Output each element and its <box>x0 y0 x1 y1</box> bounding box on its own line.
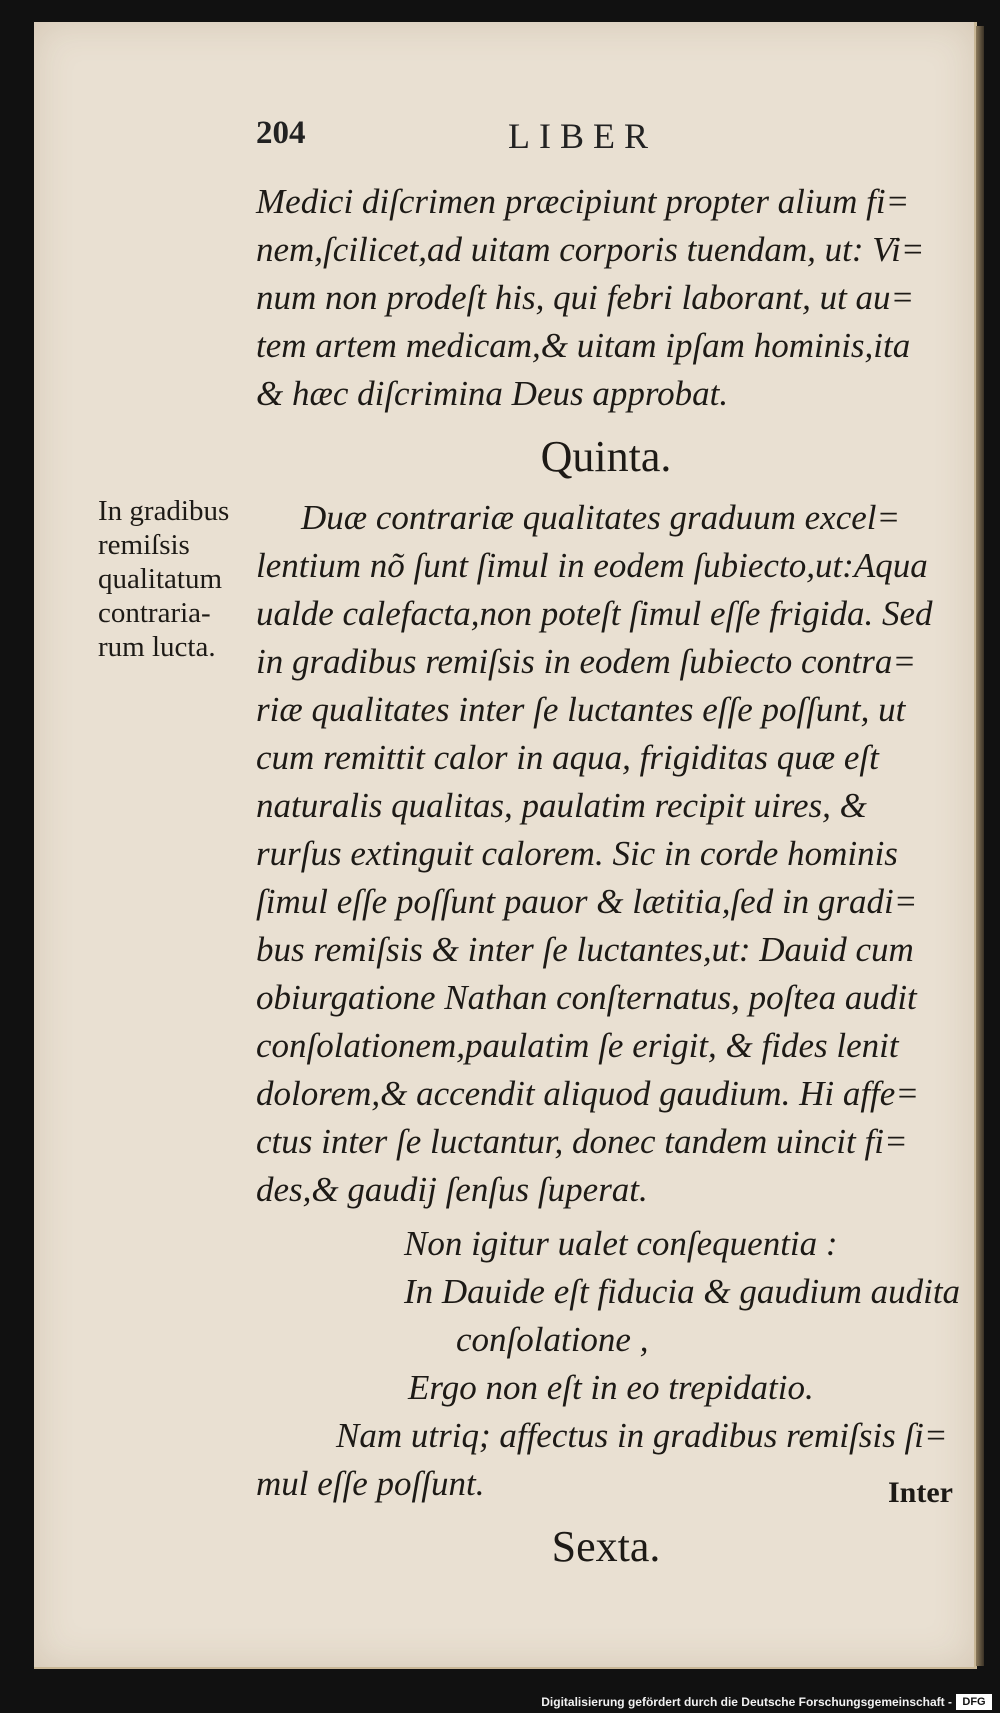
text-line: bus remiſsis & inter ſe luctantes,ut: Dauid cum <box>256 930 914 969</box>
section-heading-sexta: Sexta. <box>551 1522 661 1571</box>
text-line: des,& gaudij ſenſus ſuperat. <box>256 1170 648 1209</box>
text-line: obiurgatione Nathan conſternatus, poſtea audit <box>256 978 917 1017</box>
text-line: cum remittit calor in aqua, frigiditas quæ eſt <box>256 738 879 777</box>
text-line: riæ qualitates inter ſe luctantes eſſe poſſunt, ut <box>256 690 906 729</box>
text-line: & hæc diſcrimina Deus approbat. <box>256 374 729 413</box>
text-line: lentium nõ ſunt ſimul in eodem ſubiecto,ut:Aqua <box>256 546 928 585</box>
text-line: Ergo non eſt in eo trepidatio. <box>408 1368 814 1407</box>
text-line: ualde calefacta,non poteſt ſimul eſſe frigida. Sed <box>256 594 933 633</box>
text-line: mul eſſe poſſunt. <box>256 1464 485 1503</box>
text-line: rurſus extinguit calorem. Sic in corde hominis <box>256 834 898 873</box>
marginal-line: contraria- <box>98 597 211 629</box>
dfg-logo-icon: DFG <box>956 1694 992 1710</box>
paragraph-1 <box>256 178 956 418</box>
footer-credit: Digitalisierung gefördert durch die Deutsche Forschungsgemeinschaft - <box>541 1695 952 1709</box>
text-line: num non prodeſt his, qui febri laborant, ut au= <box>256 278 915 317</box>
marginal-line: rum lucta. <box>98 631 216 663</box>
text-line: In Dauide eſt fiducia & gaudium audita <box>404 1272 961 1311</box>
page-edge <box>976 26 984 1666</box>
text-line: ſimul eſſe poſſunt pauor & lætitia,ſed in gradi= <box>256 882 918 921</box>
section-heading-quinta: Quinta. <box>540 432 672 481</box>
paragraph-2 <box>256 494 956 1214</box>
marginal-line: qualitatum <box>98 563 223 595</box>
running-head <box>256 115 746 163</box>
text-line: nem,ſcilicet,ad uitam corporis tuendam, ut: Vi= <box>256 230 925 269</box>
text-line: dolorem,& accendit aliquod gaudium. Hi affe= <box>256 1074 919 1113</box>
footer-strip <box>0 1693 1000 1713</box>
page-number: 204 <box>256 115 306 151</box>
text-line: Nam utriq; affectus in gradibus remiſsis ſi= <box>336 1416 948 1455</box>
marginal-line: remiſsis <box>98 529 190 561</box>
body-text <box>256 178 961 1584</box>
text-line: in gradibus remiſsis in eodem ſubiecto contra= <box>256 642 917 681</box>
text-line: ctus inter ſe luctantur, donec tandem uincit fi= <box>256 1122 908 1161</box>
text-line: conſolatione , <box>456 1320 649 1359</box>
running-title: LIBER <box>508 116 657 156</box>
marginal-line: In gradibus <box>98 495 230 527</box>
syllogism-block <box>256 1220 961 1508</box>
text-line: naturalis qualitas, paulatim recipit uires, & <box>256 786 867 825</box>
catchword: Inter <box>888 1476 953 1509</box>
text-line: Non igitur ualet conſequentia : <box>404 1224 838 1263</box>
text-line: conſolationem,paulatim ſe erigit, & fides lenit <box>256 1026 899 1065</box>
text-line: Medici diſcrimen præcipiunt propter alium fi= <box>256 182 910 221</box>
text-line: tem artem medicam,& uitam ipſam hominis,ita <box>256 326 911 365</box>
text-line: Duæ contrariæ qualitates graduum excel= <box>301 498 901 537</box>
